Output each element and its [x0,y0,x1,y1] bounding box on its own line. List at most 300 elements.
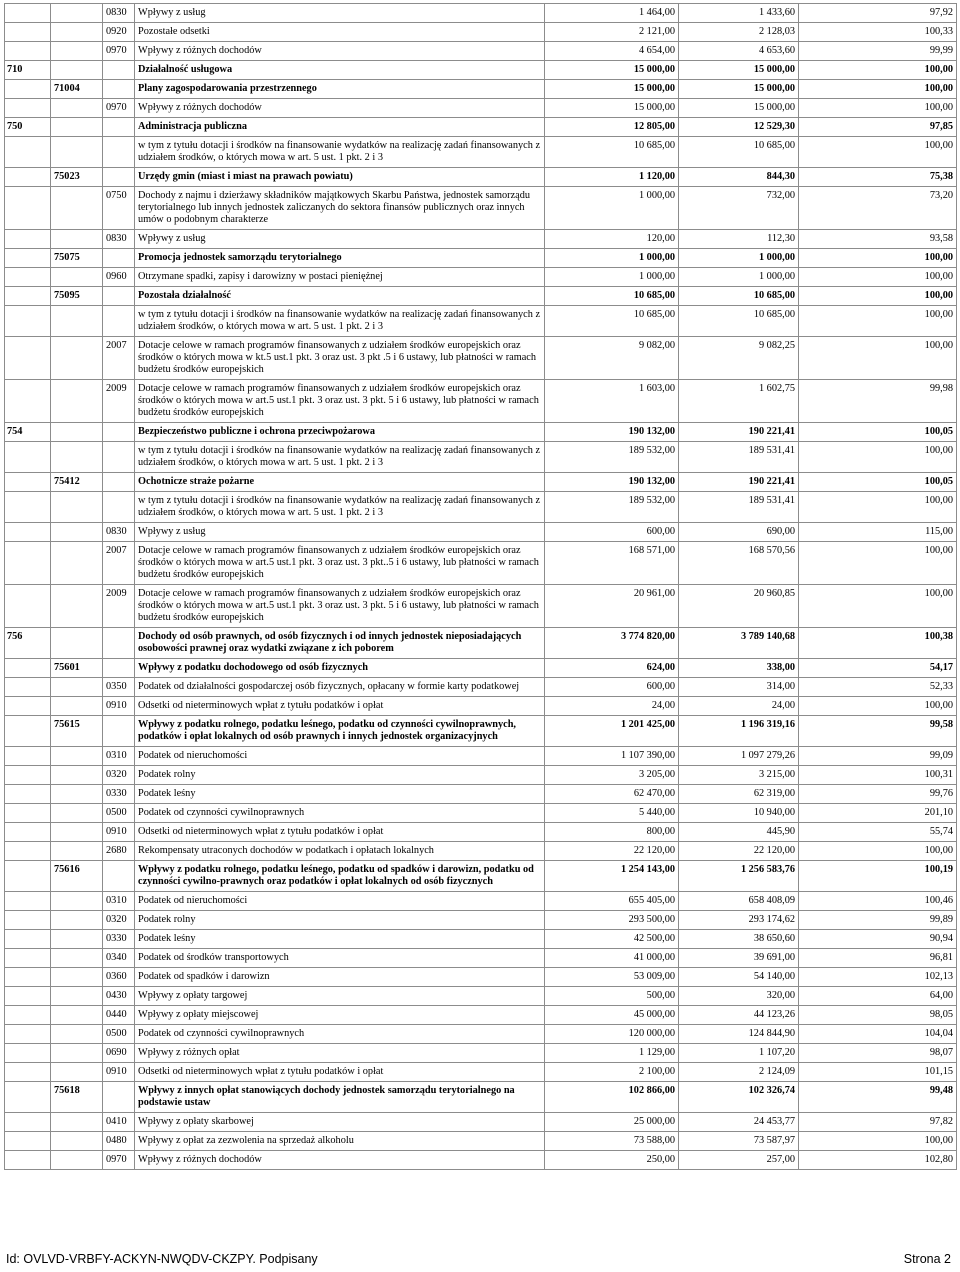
dzial-cell [5,1113,51,1132]
execution-cell: 2 124,09 [679,1063,799,1082]
plan-cell: 15 000,00 [545,80,679,99]
plan-cell: 190 132,00 [545,423,679,442]
description-cell: Wpływy z opłaty targowej [135,987,545,1006]
description-cell: w tym z tytułu dotacji i środków na finansowanie wydatków na realizację zadań finansowanych z udziałem środków, o których mowa w art. 5 ust. 1 pkt. 2 i 3 [135,492,545,523]
description-cell: Dotacje celowe w ramach programów finansowanych z udziałem środków europejskich oraz środków o których mowa w art.5 ust.1 pkt. 3 oraz ust. 3 pkt..5 i 6 ustawy, lub płatności w ramach budżetu środków europejskich [135,542,545,585]
table-row [5,911,957,930]
plan-cell: 73 588,00 [545,1132,679,1151]
plan-cell: 120,00 [545,230,679,249]
plan-cell: 1 120,00 [545,168,679,187]
percent-cell: 100,00 [799,249,957,268]
rozdzial-cell [51,4,103,23]
dzial-cell [5,766,51,785]
table-row [5,4,957,23]
table-row [5,61,957,80]
dzial-cell [5,785,51,804]
description-cell: Wpływy z opłaty miejscowej [135,1006,545,1025]
execution-cell: 22 120,00 [679,842,799,861]
dzial-cell [5,1044,51,1063]
plan-cell: 624,00 [545,659,679,678]
percent-cell: 102,80 [799,1151,957,1170]
rozdzial-cell [51,137,103,168]
dzial-cell [5,678,51,697]
rozdzial-cell [51,1025,103,1044]
table-row [5,842,957,861]
execution-cell: 1 602,75 [679,380,799,423]
execution-cell: 4 653,60 [679,42,799,61]
rozdzial-cell [51,42,103,61]
dzial-cell [5,716,51,747]
table-row [5,785,957,804]
percent-cell: 100,05 [799,473,957,492]
table-row [5,99,957,118]
table-row [5,585,957,628]
rozdzial-cell [51,785,103,804]
execution-cell: 54 140,00 [679,968,799,987]
plan-cell: 45 000,00 [545,1006,679,1025]
paragraf-cell: 0970 [103,42,135,61]
page-number: Strona 2 [903,1252,951,1266]
rozdzial-cell [51,99,103,118]
percent-cell: 100,05 [799,423,957,442]
execution-cell: 190 221,41 [679,423,799,442]
execution-cell: 293 174,62 [679,911,799,930]
description-cell: Wpływy z innych opłat stanowiących dochody jednostek samorządu terytorialnego na podstawie ustaw [135,1082,545,1113]
dzial-cell [5,268,51,287]
description-cell: Promocja jednostek samorządu terytorialnego [135,249,545,268]
execution-cell: 1 256 583,76 [679,861,799,892]
percent-cell: 100,00 [799,287,957,306]
rozdzial-cell [51,1063,103,1082]
percent-cell: 99,09 [799,747,957,766]
percent-cell: 100,46 [799,892,957,911]
dzial-cell [5,23,51,42]
execution-cell: 15 000,00 [679,99,799,118]
execution-cell: 189 531,41 [679,442,799,473]
paragraf-cell: 0830 [103,4,135,23]
rozdzial-cell [51,842,103,861]
table-row [5,1025,957,1044]
percent-cell: 99,76 [799,785,957,804]
paragraf-cell: 0830 [103,230,135,249]
dzial-cell [5,249,51,268]
percent-cell: 54,17 [799,659,957,678]
percent-cell: 201,10 [799,804,957,823]
paragraf-cell: 0500 [103,1025,135,1044]
percent-cell: 100,00 [799,542,957,585]
table-row [5,442,957,473]
rozdzial-cell: 75616 [51,861,103,892]
description-cell: Ochotnicze straże pożarne [135,473,545,492]
paragraf-cell: 2680 [103,842,135,861]
plan-cell: 500,00 [545,987,679,1006]
plan-cell: 3 774 820,00 [545,628,679,659]
description-cell: Dotacje celowe w ramach programów finansowanych z udziałem środków europejskich oraz środków o których mowa w art.5 ust.1 pkt. 3 oraz ust. 3 pkt. 5 i 6 ustawy, lub płatności w ramach budżetu środków europejskich [135,585,545,628]
percent-cell: 100,00 [799,99,957,118]
description-cell: Wpływy z usług [135,523,545,542]
paragraf-cell: 0410 [103,1113,135,1132]
description-cell: Podatek od nieruchomości [135,892,545,911]
plan-cell: 1 603,00 [545,380,679,423]
plan-cell: 1 107 390,00 [545,747,679,766]
percent-cell: 100,00 [799,842,957,861]
description-cell: Wpływy z usług [135,4,545,23]
dzial-cell [5,697,51,716]
execution-cell: 1 107,20 [679,1044,799,1063]
dzial-cell [5,659,51,678]
table-row [5,23,957,42]
rozdzial-cell [51,987,103,1006]
plan-cell: 25 000,00 [545,1113,679,1132]
execution-cell: 102 326,74 [679,1082,799,1113]
rozdzial-cell [51,118,103,137]
dzial-cell [5,804,51,823]
rozdzial-cell [51,306,103,337]
plan-cell: 20 961,00 [545,585,679,628]
plan-cell: 1 129,00 [545,1044,679,1063]
plan-cell: 800,00 [545,823,679,842]
paragraf-cell: 0320 [103,766,135,785]
execution-cell: 320,00 [679,987,799,1006]
dzial-cell [5,987,51,1006]
rozdzial-cell: 75618 [51,1082,103,1113]
plan-cell: 120 000,00 [545,1025,679,1044]
table-row [5,1063,957,1082]
execution-cell: 73 587,97 [679,1132,799,1151]
dzial-cell [5,442,51,473]
rozdzial-cell [51,1113,103,1132]
paragraf-cell: 0440 [103,1006,135,1025]
execution-cell: 3 215,00 [679,766,799,785]
paragraf-cell: 2007 [103,542,135,585]
plan-cell: 1 464,00 [545,4,679,23]
percent-cell: 99,58 [799,716,957,747]
description-cell: Podatek od działalności gospodarczej osób fizycznych, opłacany w formie karty podatkowej [135,678,545,697]
dzial-cell: 756 [5,628,51,659]
dzial-cell [5,585,51,628]
dzial-cell [5,1063,51,1082]
plan-cell: 655 405,00 [545,892,679,911]
table-row [5,678,957,697]
dzial-cell [5,823,51,842]
description-cell: w tym z tytułu dotacji i środków na finansowanie wydatków na realizację zadań finansowanych z udziałem środków, o których mowa w art. 5 ust. 1 pkt. 2 i 3 [135,137,545,168]
plan-cell: 600,00 [545,523,679,542]
description-cell: Podatek od czynności cywilnoprawnych [135,804,545,823]
description-cell: Dochody z najmu i dzierżawy składników majątkowych Skarbu Państwa, jednostek samorządu terytorialnego lub innych jednostek zaliczanych do sektora finansów publicznych oraz innych umów o podobnym charakterze [135,187,545,230]
dzial-cell [5,306,51,337]
paragraf-cell: 0430 [103,987,135,1006]
plan-cell: 1 000,00 [545,249,679,268]
paragraf-cell [103,287,135,306]
paragraf-cell [103,1082,135,1113]
execution-cell: 690,00 [679,523,799,542]
percent-cell: 100,00 [799,80,957,99]
execution-cell: 12 529,30 [679,118,799,137]
description-cell: Podatek rolny [135,766,545,785]
description-cell: Podatek leśny [135,785,545,804]
paragraf-cell: 0920 [103,23,135,42]
plan-cell: 600,00 [545,678,679,697]
paragraf-cell: 0970 [103,99,135,118]
paragraf-cell: 0910 [103,697,135,716]
execution-cell: 1 000,00 [679,268,799,287]
percent-cell: 52,33 [799,678,957,697]
description-cell: Otrzymane spadki, zapisy i darowizny w postaci pieniężnej [135,268,545,287]
execution-cell: 1 097 279,26 [679,747,799,766]
table-row [5,968,957,987]
percent-cell: 100,33 [799,23,957,42]
paragraf-cell: 0360 [103,968,135,987]
execution-cell: 20 960,85 [679,585,799,628]
table-row [5,230,957,249]
table-row [5,930,957,949]
dzial-cell [5,287,51,306]
percent-cell: 100,00 [799,492,957,523]
rozdzial-cell [51,61,103,80]
paragraf-cell [103,442,135,473]
percent-cell: 104,04 [799,1025,957,1044]
description-cell: Odsetki od nieterminowych wpłat z tytułu podatków i opłat [135,823,545,842]
table-row [5,542,957,585]
rozdzial-cell [51,523,103,542]
rozdzial-cell [51,337,103,380]
table-row [5,187,957,230]
dzial-cell [5,542,51,585]
description-cell: Podatek rolny [135,911,545,930]
description-cell: w tym z tytułu dotacji i środków na finansowanie wydatków na realizację zadań finansowanych z udziałem środków, o których mowa w art. 5 ust. 1 pkt. 2 i 3 [135,442,545,473]
rozdzial-cell: 75023 [51,168,103,187]
table-row [5,861,957,892]
plan-cell: 293 500,00 [545,911,679,930]
paragraf-cell: 0340 [103,949,135,968]
table-row [5,287,957,306]
execution-cell: 15 000,00 [679,61,799,80]
execution-cell: 445,90 [679,823,799,842]
paragraf-cell [103,306,135,337]
dzial-cell: 710 [5,61,51,80]
description-cell: Plany zagospodarowania przestrzennego [135,80,545,99]
table-row [5,949,957,968]
paragraf-cell: 0690 [103,1044,135,1063]
paragraf-cell: 0970 [103,1151,135,1170]
paragraf-cell [103,137,135,168]
plan-cell: 10 685,00 [545,306,679,337]
plan-cell: 10 685,00 [545,287,679,306]
description-cell: Wpływy z podatku dochodowego od osób fizycznych [135,659,545,678]
percent-cell: 100,00 [799,61,957,80]
rozdzial-cell [51,823,103,842]
dzial-cell [5,747,51,766]
rozdzial-cell: 75075 [51,249,103,268]
execution-cell: 24 453,77 [679,1113,799,1132]
table-row [5,804,957,823]
execution-cell: 168 570,56 [679,542,799,585]
percent-cell: 115,00 [799,523,957,542]
percent-cell: 93,58 [799,230,957,249]
percent-cell: 99,98 [799,380,957,423]
dzial-cell [5,1132,51,1151]
rozdzial-cell [51,930,103,949]
rozdzial-cell: 75095 [51,287,103,306]
budget-table [4,3,957,1170]
dzial-cell [5,168,51,187]
description-cell: Wpływy z różnych dochodów [135,99,545,118]
table-row [5,1113,957,1132]
execution-cell: 112,30 [679,230,799,249]
table-row [5,137,957,168]
percent-cell: 100,19 [799,861,957,892]
plan-cell: 189 532,00 [545,442,679,473]
percent-cell: 100,00 [799,585,957,628]
rozdzial-cell [51,766,103,785]
description-cell: Urzędy gmin (miast i miast na prawach powiatu) [135,168,545,187]
paragraf-cell [103,716,135,747]
percent-cell: 73,20 [799,187,957,230]
dzial-cell [5,1025,51,1044]
dzial-cell: 754 [5,423,51,442]
dzial-cell [5,911,51,930]
dzial-cell [5,861,51,892]
execution-cell: 190 221,41 [679,473,799,492]
rozdzial-cell [51,911,103,930]
table-row [5,716,957,747]
table-row [5,249,957,268]
description-cell: Wpływy z opłat za zezwolenia na sprzedaż alkoholu [135,1132,545,1151]
paragraf-cell: 0310 [103,892,135,911]
execution-cell: 10 685,00 [679,287,799,306]
description-cell: Wpływy z różnych dochodów [135,42,545,61]
dzial-cell [5,230,51,249]
dzial-cell [5,1082,51,1113]
plan-cell: 10 685,00 [545,137,679,168]
plan-cell: 4 654,00 [545,42,679,61]
table-row [5,423,957,442]
table-row [5,168,957,187]
rozdzial-cell [51,1132,103,1151]
rozdzial-cell [51,230,103,249]
execution-cell: 732,00 [679,187,799,230]
table-row [5,697,957,716]
rozdzial-cell [51,492,103,523]
budget-table-body [5,4,957,1170]
paragraf-cell [103,80,135,99]
description-cell: Wpływy z podatku rolnego, podatku leśnego, podatku od czynności cywilnoprawnych, podatków i opłat lokalnych od osób prawnych i innych jednostek organizacyjnych [135,716,545,747]
rozdzial-cell [51,268,103,287]
percent-cell: 99,99 [799,42,957,61]
table-row [5,473,957,492]
execution-cell: 38 650,60 [679,930,799,949]
paragraf-cell: 2009 [103,380,135,423]
rozdzial-cell [51,23,103,42]
percent-cell: 97,82 [799,1113,957,1132]
table-row [5,380,957,423]
description-cell: Działalność usługowa [135,61,545,80]
dzial-cell [5,930,51,949]
rozdzial-cell: 75601 [51,659,103,678]
description-cell: Wpływy z różnych opłat [135,1044,545,1063]
execution-cell: 39 691,00 [679,949,799,968]
rozdzial-cell [51,1006,103,1025]
description-cell: Wpływy z opłaty skarbowej [135,1113,545,1132]
table-row [5,659,957,678]
table-row [5,80,957,99]
table-row [5,628,957,659]
table-row [5,1151,957,1170]
execution-cell: 257,00 [679,1151,799,1170]
dzial-cell: 750 [5,118,51,137]
rozdzial-cell [51,747,103,766]
table-row [5,118,957,137]
execution-cell: 10 685,00 [679,306,799,337]
execution-cell: 15 000,00 [679,80,799,99]
execution-cell: 658 408,09 [679,892,799,911]
dzial-cell [5,1151,51,1170]
execution-cell: 10 940,00 [679,804,799,823]
execution-cell: 3 789 140,68 [679,628,799,659]
percent-cell: 101,15 [799,1063,957,1082]
rozdzial-cell [51,542,103,585]
description-cell: Odsetki od nieterminowych wpłat z tytułu podatków i opłat [135,1063,545,1082]
execution-cell: 124 844,90 [679,1025,799,1044]
table-row [5,823,957,842]
dzial-cell [5,4,51,23]
dzial-cell [5,968,51,987]
dzial-cell [5,80,51,99]
plan-cell: 250,00 [545,1151,679,1170]
plan-cell: 53 009,00 [545,968,679,987]
percent-cell: 100,00 [799,137,957,168]
plan-cell: 1 201 425,00 [545,716,679,747]
percent-cell: 99,89 [799,911,957,930]
description-cell: Pozostałe odsetki [135,23,545,42]
description-cell: Podatek od czynności cywilnoprawnych [135,1025,545,1044]
rozdzial-cell: 71004 [51,80,103,99]
dzial-cell [5,42,51,61]
plan-cell: 12 805,00 [545,118,679,137]
plan-cell: 1 000,00 [545,187,679,230]
plan-cell: 1 000,00 [545,268,679,287]
plan-cell: 22 120,00 [545,842,679,861]
dzial-cell [5,337,51,380]
rozdzial-cell [51,585,103,628]
document-id: Id: OVLVD-VRBFY-ACKYN-NWQDV-CKZPY. Podpisany [6,1252,318,1266]
paragraf-cell: 0500 [103,804,135,823]
execution-cell: 189 531,41 [679,492,799,523]
paragraf-cell [103,861,135,892]
rozdzial-cell [51,187,103,230]
paragraf-cell: 2007 [103,337,135,380]
percent-cell: 90,94 [799,930,957,949]
percent-cell: 100,00 [799,697,957,716]
paragraf-cell [103,168,135,187]
execution-cell: 314,00 [679,678,799,697]
plan-cell: 190 132,00 [545,473,679,492]
dzial-cell [5,137,51,168]
dzial-cell [5,187,51,230]
table-row [5,306,957,337]
paragraf-cell: 0310 [103,747,135,766]
description-cell: Administracja publiczna [135,118,545,137]
execution-cell: 10 685,00 [679,137,799,168]
paragraf-cell: 0330 [103,930,135,949]
execution-cell: 44 123,26 [679,1006,799,1025]
table-row [5,523,957,542]
rozdzial-cell [51,968,103,987]
description-cell: Dotacje celowe w ramach programów finansowanych z udziałem środków europejskich oraz środków o których mowa w art.5 ust.1 pkt. 3 oraz ust. 3 pkt. 5 i 6 ustawy, lub płatności w ramach budżetu środków europejskich [135,380,545,423]
percent-cell: 98,07 [799,1044,957,1063]
plan-cell: 9 082,00 [545,337,679,380]
dzial-cell [5,492,51,523]
